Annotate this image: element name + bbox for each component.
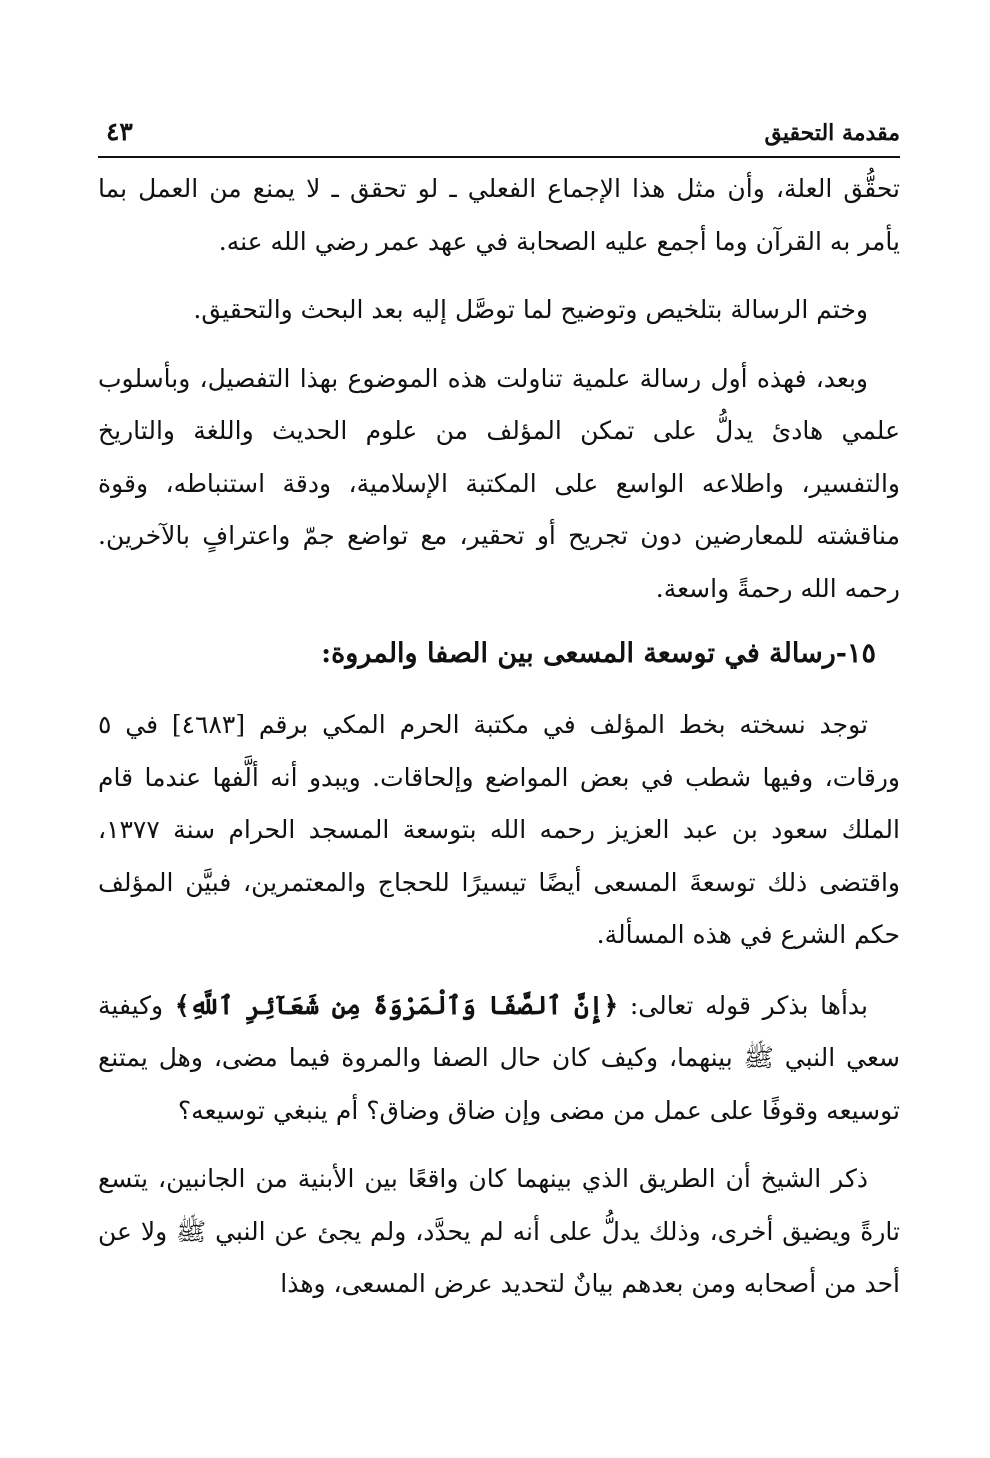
paragraph-3: وبعد، فهذه أول رسالة علمية تناولت هذه الموضوع بهذا التفصيل، وبأسلوب علمي هادئ يدلُّ على تمكن المؤلف من علوم الحديث واللغة والتاريخ والتفسير، واطلاعه الواسع على المكتبة الإسلامية، ودقة استنباطه، وقوة مناقشته للمعارضين دون تجريح أو تحقير، مع تواضع جمّ واعترافٍ بالآخرين. رحمه الله رحمةً واسعة. [98, 363, 900, 603]
section-paragraph-3: ذكر الشيخ أن الطريق الذي بينهما كان واقعًا بين الأبنية من الجانبين، يتسع تارةً ويضيق أخرى، وذلك يدلُّ على أنه لم يحدَّد، ولم يجئ عن النبي ﷺ ولا عن أحد من أصحابه ومن بعدهم بيانٌ لتحديد عرض المسعى، وهذا [98, 1164, 900, 1298]
running-title: مقدمة التحقيق [764, 120, 900, 146]
section-paragraph-1: توجد نسخته بخط المؤلف في مكتبة الحرم المكي برقم [٤٦٨٣] في ٥ ورقات، وفيها شطب في بعض المواضع وإلحاقات. ويبدو أنه ألَّفها عندما قام الملك سعود بن عبد العزيز رحمه الله بتوسعة المسجد الحرام سنة ١٣٧٧، واقتضى ذلك توسعةَ المسعى أيضًا تيسيرًا للحجاج والمعتمرين، فبيَّن المؤلف حكم الشرع في هذه المسألة. [98, 710, 900, 949]
page-number: ٤٣ [106, 117, 133, 146]
paragraph-1: تحقُّق العلة، وأن مثل هذا الإجماع الفعلي ـ لو تحقق ـ لا يمنع من العمل بما يأمر به القرآن وما أجمع عليه الصحابة في عهد عمر رضي الله عنه. [98, 174, 900, 256]
section-paragraph-2 [98, 980, 900, 1138]
section-heading: ١٥-رسالة في توسعة المسعى بين الصفا والمروة: [321, 638, 876, 669]
paragraph-text-after-quran: وكيفية سعي النبي ﷺ بينهما، وكيف كان حال الصفا والمروة فيما مضى، وهل يمتنع توسيعه وقوفًا على عمل من مضى وإن ضاق وضاق؟ أم ينبغي توسيعه؟ [98, 990, 900, 1125]
book-page [98, 112, 900, 1311]
paragraph-2: وختم الرسالة بتلخيص وتوضيح لما توصَّل إليه بعد البحث والتحقيق. [193, 295, 868, 324]
running-header [98, 112, 900, 158]
paragraph-text-before-quran: بدأها بذكر قوله تعالى: [618, 990, 868, 1020]
quran-quote: ﴿إِنَّ ٱلصَّفَا وَٱلْمَرْوَةَ مِن شَعَآئِرِ ٱللَّهِ﴾ [174, 990, 619, 1020]
